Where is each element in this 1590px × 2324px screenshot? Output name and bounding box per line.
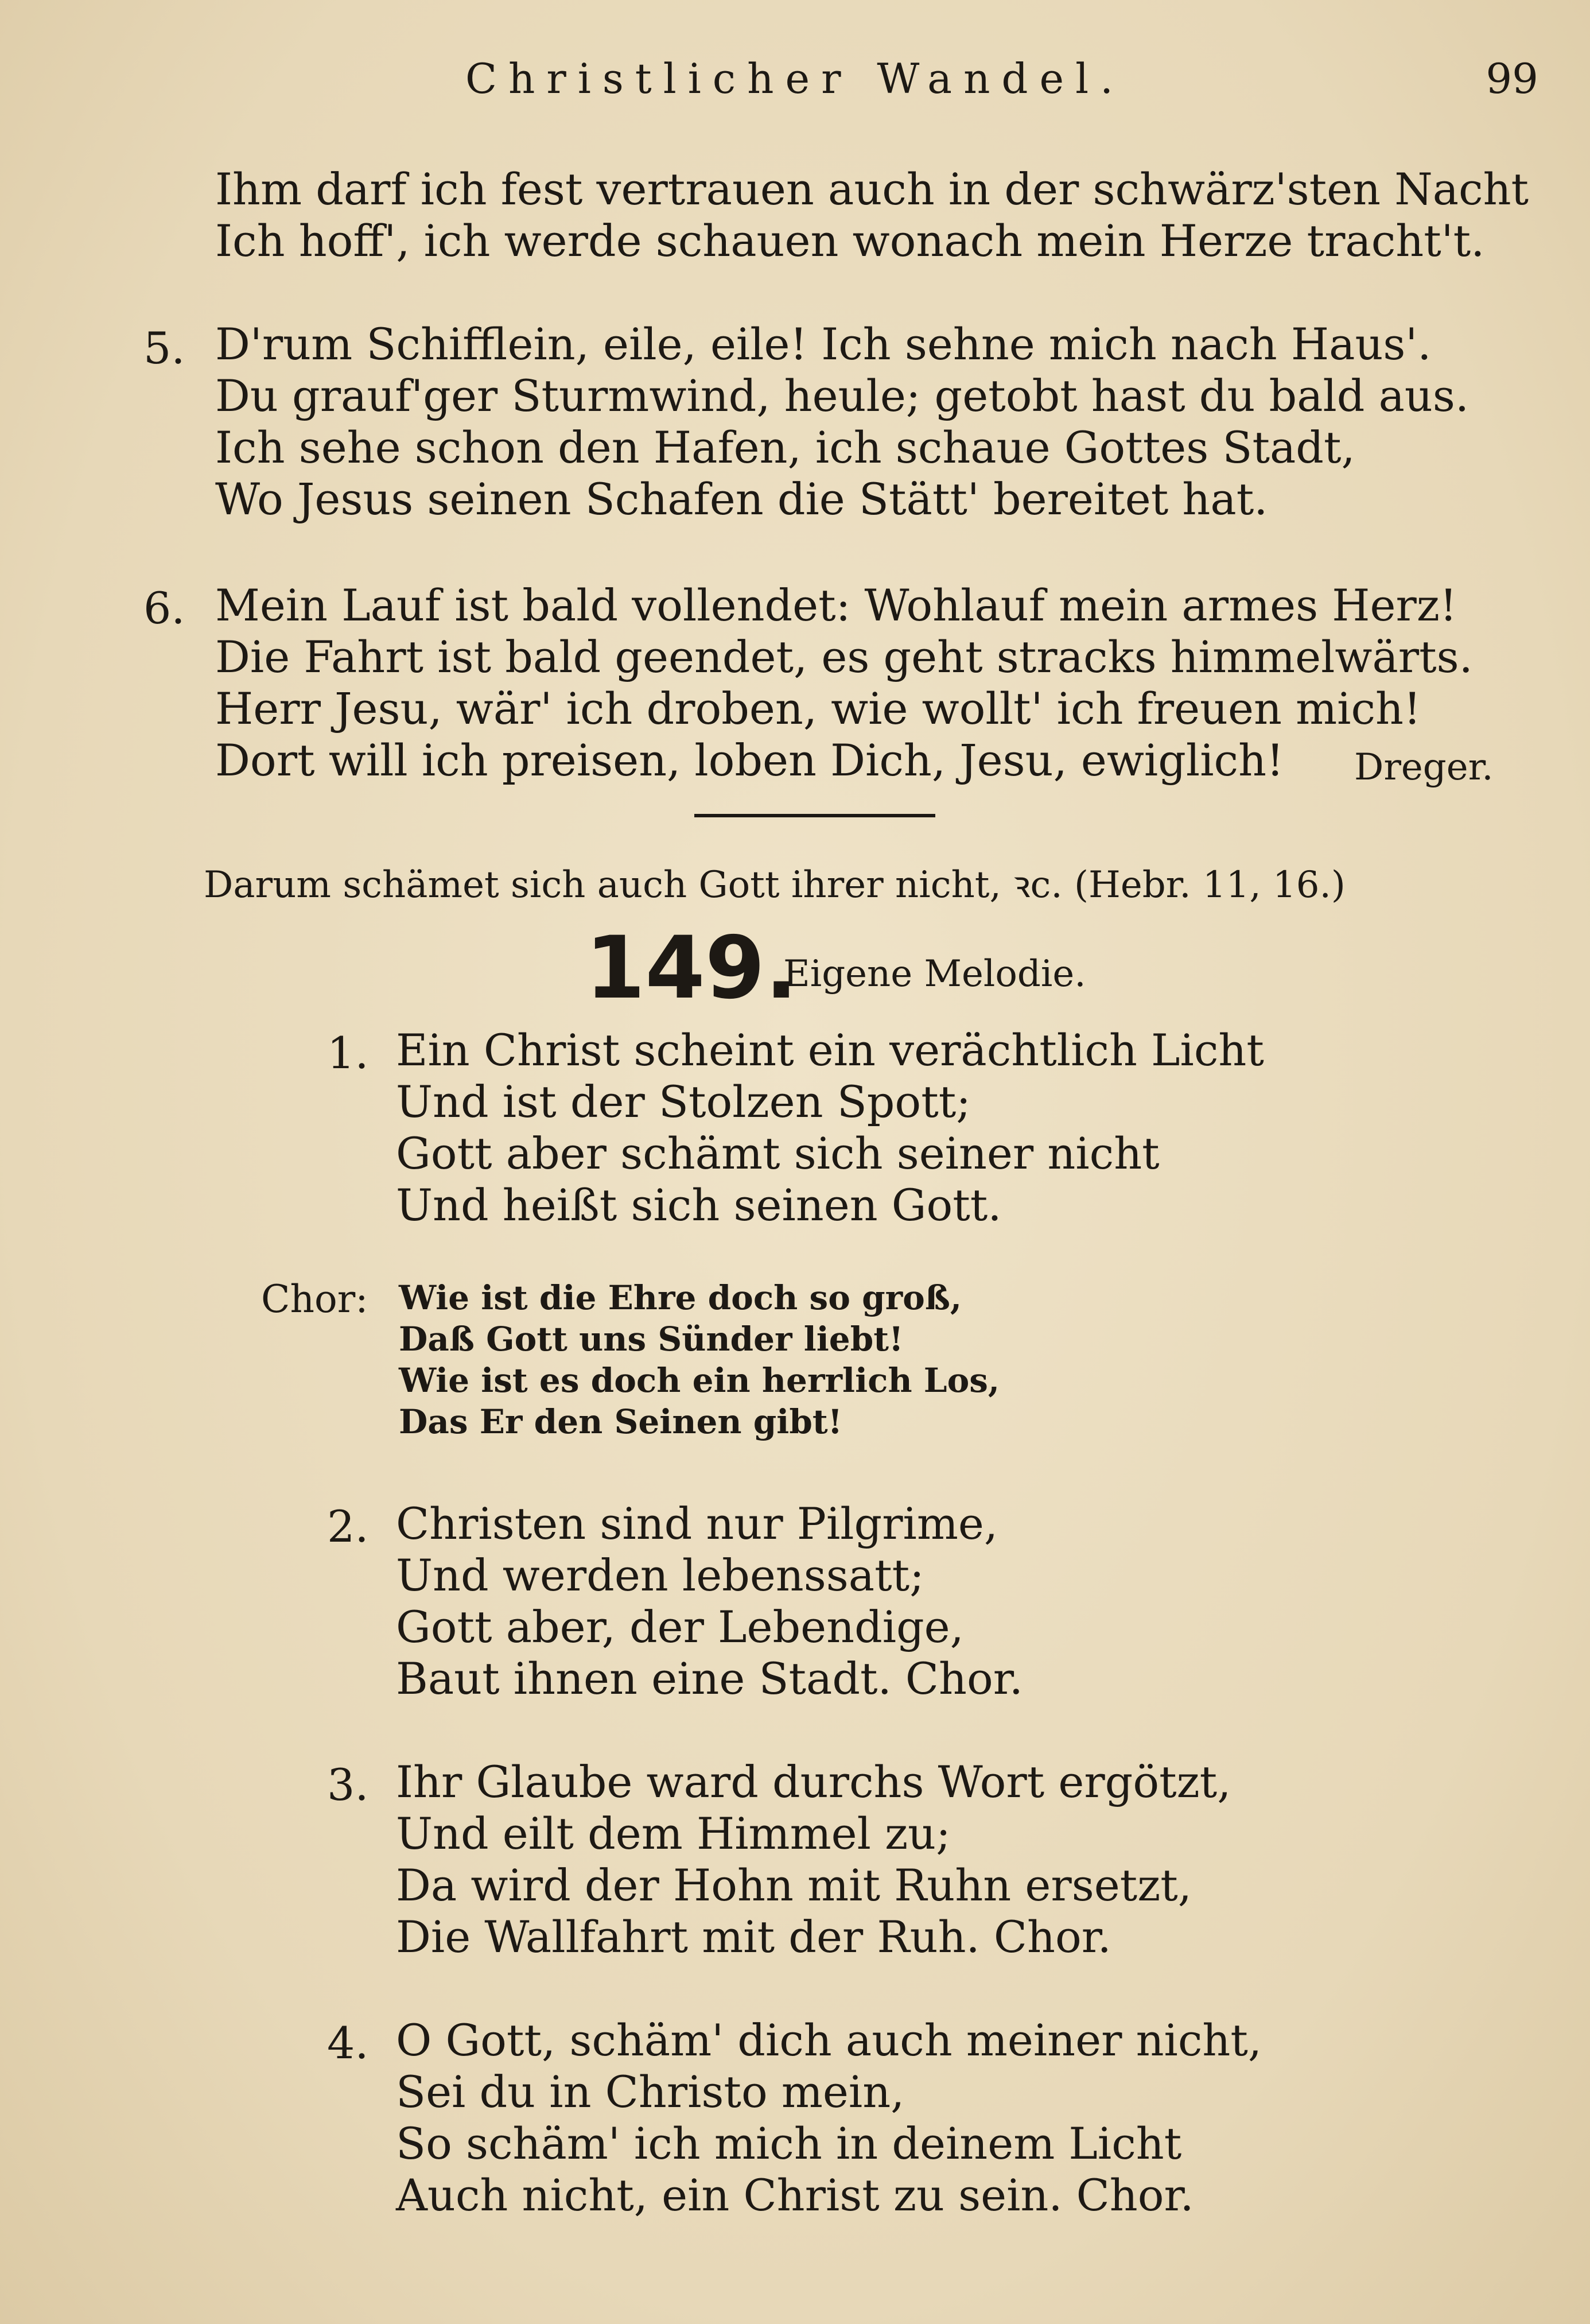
verse-line: Da wird der Hohn mit Ruhn ersetzt,	[396, 1860, 1192, 1911]
verse-line: Gott aber schämt sich seiner nicht	[396, 1128, 1160, 1179]
verse-line: Die Fahrt ist bald geendet, es geht stracks himmelwärts.	[215, 631, 1473, 682]
chorus-line: Das Er den Seinen gibt!	[399, 1402, 843, 1441]
stanza-number: 2.	[327, 1501, 369, 1552]
hymn-stanza-4	[396, 2015, 1262, 2221]
chorus	[399, 1277, 1000, 1442]
verse-line: Und heißt sich seinen Gott.	[396, 1180, 1002, 1231]
verse-line: Christen sind nur Pilgrime,	[396, 1498, 998, 1549]
verse-line: Ein Christ scheint ein verächtlich Licht	[396, 1025, 1264, 1076]
melody-note: Eigene Melodie.	[783, 953, 1086, 995]
page-number: 99	[1486, 55, 1538, 103]
hymn-stanza-2	[396, 1498, 1023, 1705]
verse-line: Mein Lauf ist bald vollendet: Wohlauf mein armes Herz!	[215, 580, 1457, 631]
verse-line: So schäm' ich mich in deinem Licht	[396, 2118, 1182, 2169]
stanza-number: 1.	[327, 1027, 369, 1078]
verse-line: Wo Jesus seinen Schafen die Stätt' bereitet hat.	[215, 474, 1268, 525]
scripture-epigraph: Darum schämet sich auch Gott ihrer nicht, ꝛc. (Hebr. 11, 16.)	[204, 864, 1346, 906]
verse-line: Ihr Glaube ward durchs Wort ergötzt,	[396, 1756, 1231, 1807]
previous-stanza-continuation	[215, 164, 1529, 267]
verse-line: Du grauf'ger Sturmwind, heule; getobt hast du bald aus.	[215, 370, 1470, 421]
verse-line: Ich sehe schon den Hafen, ich schaue Gottes Stadt,	[215, 422, 1355, 473]
verse-line: Dort will ich preisen, loben Dich, Jesu, ewiglich!	[215, 735, 1284, 786]
stanza-number: 5.	[143, 323, 185, 374]
stanza-number: 3.	[327, 1759, 369, 1810]
verse-line: Und eilt dem Himmel zu;	[396, 1808, 951, 1859]
section-divider	[694, 814, 935, 817]
chorus-line: Wie ist die Ehre doch so groß,	[399, 1278, 962, 1317]
hymn-stanza-3	[396, 1756, 1231, 1963]
stanza-6	[215, 580, 1473, 786]
chorus-label: Chor:	[261, 1277, 368, 1321]
stanza-number: 4.	[327, 2018, 369, 2069]
verse-line: Gott aber, der Lebendige,	[396, 1601, 964, 1652]
verse-line: Sei du in Christo mein,	[396, 2066, 905, 2117]
stanza-number: 6.	[143, 583, 185, 634]
hymn-number: 149.	[585, 918, 798, 1018]
chorus-line: Daß Gott uns Sünder liebt!	[399, 1320, 904, 1359]
author-credit: Dreger.	[1354, 746, 1494, 789]
verse-line: Auch nicht, ein Christ zu sein. Chor.	[396, 2170, 1194, 2221]
verse-line: O Gott, schäm' dich auch meiner nicht,	[396, 2015, 1262, 2066]
verse-line: Ihm darf ich fest vertrauen auch in der schwärz'sten Nacht	[215, 164, 1529, 215]
running-header: Christlicher Wandel.	[465, 55, 1125, 103]
verse-line: D'rum Schifflein, eile, eile! Ich sehne mich nach Haus'.	[215, 319, 1432, 370]
hymn-stanza-1	[396, 1025, 1264, 1231]
verse-line: Die Wallfahrt mit der Ruh. Chor.	[396, 1911, 1111, 1962]
verse-line: Herr Jesu, wär' ich droben, wie wollt' ich freuen mich!	[215, 683, 1421, 734]
verse-line: Und ist der Stolzen Spott;	[396, 1076, 971, 1127]
verse-line: Und werden lebenssatt;	[396, 1550, 924, 1601]
verse-line: Ich hoff', ich werde schauen wonach mein Herze tracht't.	[215, 215, 1485, 266]
stanza-5	[215, 319, 1469, 525]
chorus-line: Wie ist es doch ein herrlich Los,	[399, 1361, 1000, 1400]
verse-line: Baut ihnen eine Stadt. Chor.	[396, 1653, 1023, 1704]
